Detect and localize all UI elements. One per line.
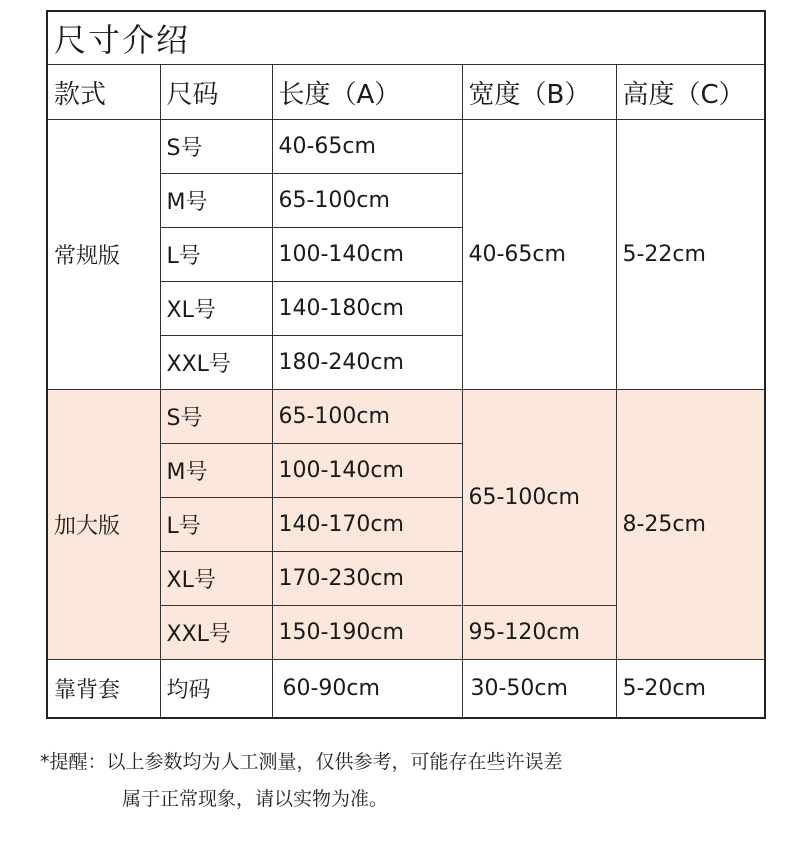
size-cell: XXL号 bbox=[160, 336, 272, 390]
header-width: 宽度（B） bbox=[462, 65, 616, 120]
width-plus: 65-100cm bbox=[462, 390, 616, 606]
size-cell: XXL号 bbox=[160, 606, 272, 660]
width-plus-xxl: 95-120cm bbox=[462, 606, 616, 660]
height-plus: 8-25cm bbox=[616, 390, 765, 660]
size-cell: L号 bbox=[160, 498, 272, 552]
height-regular: 5-22cm bbox=[616, 120, 765, 390]
length-cell: 150-190cm bbox=[272, 606, 462, 660]
style-regular: 常规版 bbox=[47, 120, 160, 390]
note-line-1: *提醒：以上参数均为人工测量，仅供参考，可能存在些许误差 bbox=[40, 751, 563, 773]
disclaimer-note bbox=[40, 744, 563, 818]
length-cell: 140-180cm bbox=[272, 282, 462, 336]
size-table bbox=[46, 10, 766, 719]
header-style: 款式 bbox=[47, 65, 160, 120]
size-cell: XL号 bbox=[160, 552, 272, 606]
table-row bbox=[47, 390, 765, 444]
header-size: 尺码 bbox=[160, 65, 272, 120]
style-plus: 加大版 bbox=[47, 390, 160, 660]
length-cell: 40-65cm bbox=[272, 120, 462, 174]
size-cell: S号 bbox=[160, 390, 272, 444]
style-cushion: 靠背套 bbox=[47, 660, 160, 719]
length-cell: 140-170cm bbox=[272, 498, 462, 552]
table-row bbox=[47, 120, 765, 174]
size-cell: S号 bbox=[160, 120, 272, 174]
size-cell: XL号 bbox=[160, 282, 272, 336]
note-line-2: 属于正常现象，请以实物为准。 bbox=[122, 788, 389, 810]
header-length: 长度（A） bbox=[272, 65, 462, 120]
length-cell: 65-100cm bbox=[272, 390, 462, 444]
size-cell: 均码 bbox=[160, 660, 272, 719]
height-cushion: 5-20cm bbox=[616, 660, 765, 719]
size-cell: L号 bbox=[160, 228, 272, 282]
length-cell: 180-240cm bbox=[272, 336, 462, 390]
width-regular: 40-65cm bbox=[462, 120, 616, 390]
length-cell: 100-140cm bbox=[272, 444, 462, 498]
length-cell: 170-230cm bbox=[272, 552, 462, 606]
length-cell: 65-100cm bbox=[272, 174, 462, 228]
table-title: 尺寸介绍 bbox=[47, 11, 765, 65]
length-cell: 60-90cm bbox=[272, 660, 462, 719]
table-row bbox=[47, 660, 765, 719]
size-cell: M号 bbox=[160, 174, 272, 228]
width-cushion: 30-50cm bbox=[462, 660, 616, 719]
header-height: 高度（C） bbox=[616, 65, 765, 120]
length-cell: 100-140cm bbox=[272, 228, 462, 282]
size-cell: M号 bbox=[160, 444, 272, 498]
